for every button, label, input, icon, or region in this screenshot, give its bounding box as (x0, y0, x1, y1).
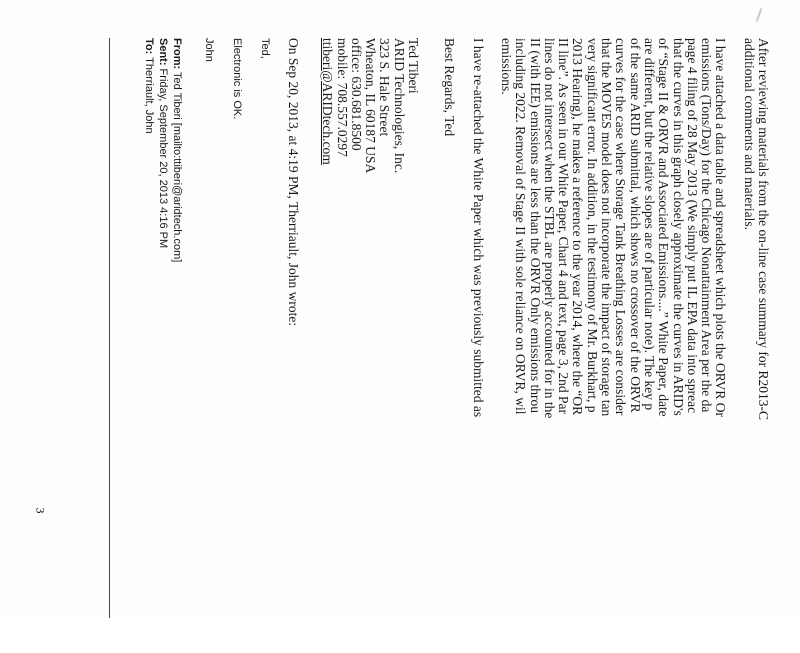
scan-speck (756, 8, 763, 22)
intro-paragraph (741, 38, 770, 653)
paragraph-line: lines do not intersect when the STBL are properly accounted for in the (541, 38, 557, 419)
reattach-paragraph: I have re-attached the White Paper which was previously submitted as (470, 38, 486, 418)
intro-line: additional comments and materials. (741, 38, 757, 230)
paragraph-line: curves for the case where Storage Tank Breathing Losses are consider (613, 38, 629, 416)
reply-signoff: John (202, 38, 215, 62)
signature-mobile-phone: mobile: 708.557.0297 (334, 38, 350, 157)
header-divider (109, 38, 110, 618)
rotated-document-body (70, 38, 770, 653)
sent-line (156, 38, 170, 653)
to-label: To: (142, 38, 155, 55)
paragraph-line: II (with IEE) emissions are less than the ORVR Only emissions throu (527, 38, 543, 413)
paragraph-line: page 4 filing of 28 May 2013 (We simply put IL EPA data into spreac (684, 38, 700, 414)
paragraph-line: II line”. As seen in our White Paper, Chart 4 and text, page 3, 2nd Par (556, 38, 572, 414)
email-header-block (142, 38, 184, 653)
to-line (142, 38, 156, 653)
intro-line: After reviewing materials from the on-line case summary for R2013-C (756, 38, 771, 421)
quote-header: On Sep 20, 2013, at 4:19 PM, Therriault, John wrote: (285, 38, 301, 327)
from-line (170, 38, 184, 653)
signature-email-link[interactable]: ttiberi@ARIDtech.com (320, 38, 336, 165)
signature-office-phone: office: 630.681.8500 (348, 38, 364, 151)
paragraph-line: of the same ARID submittal, which shows no crossover of the ORVR (627, 38, 643, 413)
to-value: Therriault, John (142, 54, 155, 134)
signature-company: ARID Technologies, Inc. (391, 38, 407, 174)
from-value: Ted Tiberi [mailto:ttiberi@aridtech.com] (170, 69, 183, 263)
paragraph-line: very significant error. In addition, in the testimony of Mr. Burkhart, p (584, 38, 600, 413)
from-label: From: (170, 38, 183, 70)
reply-body: Electronic is OK. (230, 38, 243, 120)
paragraph-line: emissions. (498, 38, 514, 95)
sent-value: Friday, September 20, 2013 4:16 PM (156, 65, 169, 249)
signature-name: Ted Tiberi (406, 38, 422, 94)
page-number: 3 (33, 507, 48, 514)
paragraph-line: are different, but the relative slopes are of particular note). The key p (641, 38, 657, 411)
paragraph-line: including 2022. Removal of Stage II with sole reliance on ORVR, wil (513, 38, 529, 415)
paragraph-line: that the curves in this graph closely approximate the curves in ARID's (670, 38, 686, 416)
signature-city: Wheaton, IL 60187 USA (363, 38, 379, 174)
reply-greeting: Ted, (258, 38, 271, 59)
attachment-paragraph (499, 38, 728, 653)
sent-label: Sent: (156, 38, 169, 66)
signature-street: 323 S. Hale Street (377, 38, 393, 137)
closing: Best Regards, Ted (442, 38, 458, 137)
signature-block (320, 38, 420, 653)
paragraph-line: emissions (Tons/Day) for the Chicago Nonattainment Area per the da (699, 38, 715, 413)
paragraph-line: that the MOVES model does not incorporate the impact of storage tan (599, 38, 615, 417)
paragraph-line: of “Stage II & ORVR and Associated Emissions....” White Paper, date (656, 38, 672, 417)
paragraph-line: 2013 Hearing), he makes a reference to the year 2014, where the “OR (570, 38, 586, 416)
paragraph-line: I have attached a data table and spreadsheet which plots the ORVR Or (713, 38, 729, 418)
